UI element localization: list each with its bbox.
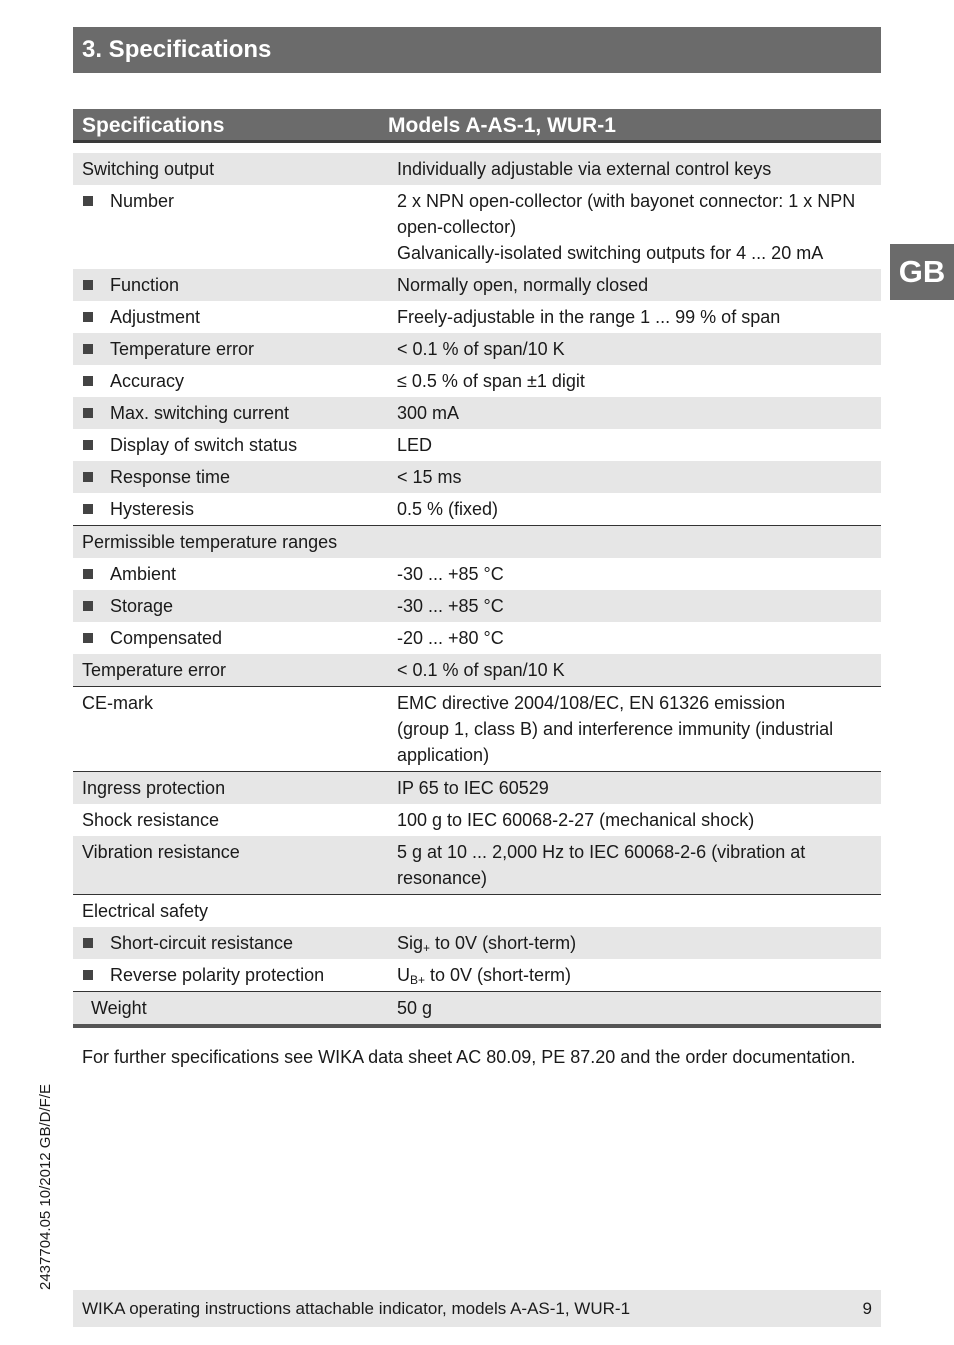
table-row [73, 461, 881, 493]
row-value: resonance) [397, 868, 488, 888]
bullet-icon [83, 938, 93, 948]
bullet-icon [83, 569, 93, 579]
row-value: < 0.1 % of span/10 K [397, 660, 565, 680]
row-value: Sig$_+$ to 0V (short-term) [397, 933, 577, 955]
page-number: 9 [862, 1299, 872, 1318]
row-value: < 0.1 % of span/10 K [397, 339, 565, 359]
bullet-icon [83, 633, 93, 643]
row-label: Shock resistance [82, 810, 220, 830]
row-value: Freely-adjustable in the range 1 ... 99 % of span [397, 307, 781, 327]
row-label: Response time [110, 467, 231, 487]
bullet-icon [83, 504, 93, 514]
bullet-icon [83, 376, 93, 386]
row-value: -30 ... +85 °C [397, 596, 504, 616]
row-value: Galvanically-isolated switching outputs for 4 ... 20 mA [397, 243, 824, 263]
table-row [73, 397, 881, 429]
row-label: Weight [91, 998, 147, 1018]
table-row [73, 558, 881, 590]
table-row [73, 493, 881, 525]
row-label: Ambient [110, 564, 177, 584]
table-row [73, 525, 881, 558]
bullet-icon [83, 196, 93, 206]
table-header-models: Models A-AS-1, WUR-1 [388, 114, 616, 137]
row-label: Compensated [110, 628, 223, 648]
table-header-specifications: Specifications [82, 114, 225, 137]
row-value: 0.5 % (fixed) [397, 499, 499, 519]
row-label: Temperature error [82, 660, 227, 680]
bullet-icon [83, 970, 93, 980]
row-label: Permissible temperature ranges [82, 532, 338, 552]
table-row [73, 686, 881, 771]
section-title: 3. Specifications [73, 27, 881, 73]
row-label: Adjustment [110, 307, 201, 327]
row-value: IP 65 to IEC 60529 [397, 778, 549, 798]
table-row [73, 622, 881, 654]
row-label: Ingress protection [82, 778, 226, 798]
row-label: Temperature error [110, 339, 255, 359]
table-row [73, 429, 881, 461]
row-value: 50 g [397, 998, 433, 1018]
table-row [73, 959, 881, 991]
row-value: ≤ 0.5 % of span ±1 digit [397, 371, 585, 391]
row-label: Max. switching current [110, 403, 290, 423]
bullet-icon [83, 440, 93, 450]
bullet-icon [83, 408, 93, 418]
row-value: LED [397, 435, 433, 455]
table-row [73, 590, 881, 622]
row-value: 2 x NPN open-collector (with bayonet connector: 1 x NPN [397, 191, 856, 211]
row-label: Switching output [82, 159, 215, 179]
row-label: Function [110, 275, 180, 295]
table-row [73, 771, 881, 804]
table-row [73, 836, 881, 894]
row-label: Electrical safety [82, 901, 209, 921]
table-row [73, 269, 881, 301]
bullet-icon [83, 280, 93, 290]
row-label: Storage [110, 596, 174, 616]
footer-text: WIKA operating instructions attachable indicator, models A-AS-1, WUR-1 [82, 1299, 631, 1318]
table-header [73, 109, 881, 143]
bullet-icon [83, 601, 93, 611]
row-label: CE-mark [82, 693, 153, 713]
table-row [73, 333, 881, 365]
row-value: -30 ... +85 °C [397, 564, 504, 584]
row-value: 300 mA [397, 403, 460, 423]
table-row [73, 185, 881, 269]
table-row [73, 804, 881, 836]
row-value: (group 1, class B) and interference immunity (industrial [397, 719, 834, 739]
row-value: -20 ... +80 °C [397, 628, 504, 648]
row-value: 5 g at 10 ... 2,000 Hz to IEC 60068-2-6 (vibration at [397, 842, 806, 862]
row-label: Accuracy [110, 371, 185, 391]
footnote: For further specifications see WIKA data sheet AC 80.09, PE 87.20 and the order documentation. [82, 1047, 856, 1067]
page-footer [73, 1290, 881, 1327]
row-value: Normally open, normally closed [397, 275, 649, 295]
row-label: Display of switch status [110, 435, 298, 455]
row-label: Number [110, 191, 175, 211]
row-label: Vibration resistance [82, 842, 240, 862]
bullet-icon [83, 344, 93, 354]
row-value: < 15 ms [397, 467, 462, 487]
bullet-icon [83, 312, 93, 322]
row-value: open-collector) [397, 217, 517, 237]
row-value: $U_{B+}$ to 0V (short-term) [397, 965, 572, 987]
document-code: 2437704.05 10/2012 GB/D/F/E [37, 1084, 54, 1290]
table-row [73, 365, 881, 397]
table-row [73, 927, 881, 959]
row-label: Short-circuit resistance [110, 933, 294, 953]
row-value: application) [397, 745, 490, 765]
row-value: Individually adjustable via external control keys [397, 159, 772, 179]
bullet-icon [83, 472, 93, 482]
row-label: Hysteresis [110, 499, 195, 519]
row-value: EMC directive 2004/108/EC, EN 61326 emission [397, 693, 786, 713]
specifications-table [73, 109, 881, 1028]
table-row [73, 153, 881, 185]
table-row [73, 894, 881, 927]
table-row [73, 301, 881, 333]
language-tab: GB [890, 244, 954, 300]
row-label: Reverse polarity protection [110, 965, 325, 985]
table-row [73, 654, 881, 686]
table-row [73, 991, 881, 1024]
row-value: 100 g to IEC 60068-2-27 (mechanical shock) [397, 810, 755, 830]
